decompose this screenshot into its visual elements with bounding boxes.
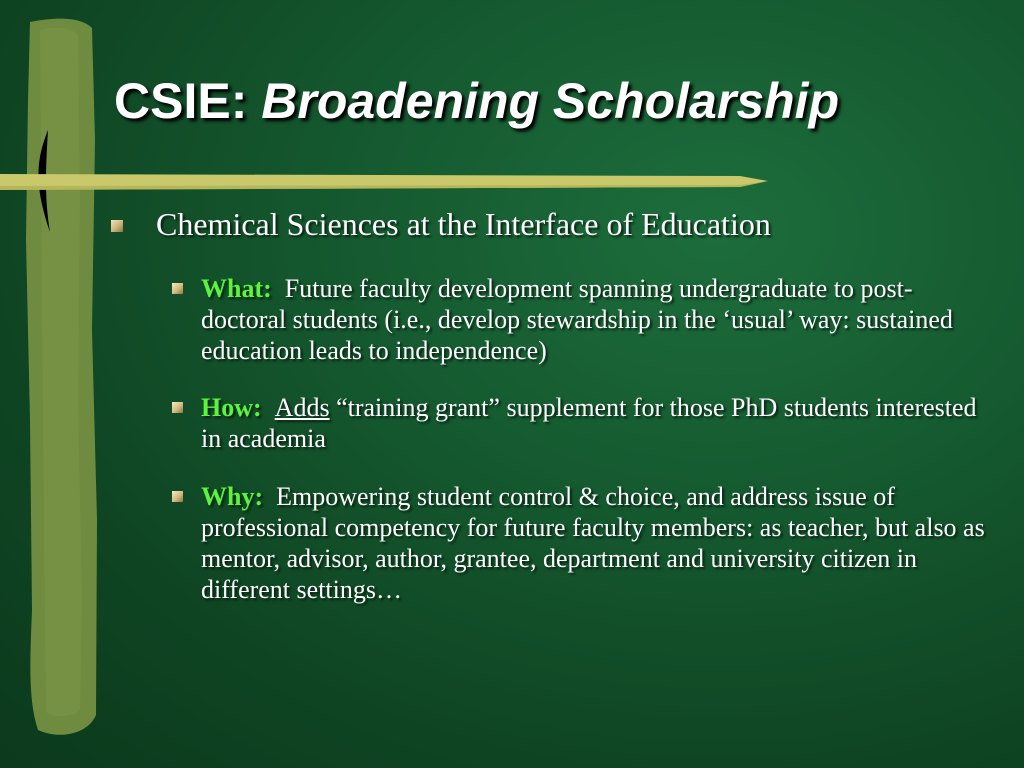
bullet-square-icon <box>172 491 183 502</box>
main-bullet-text: Chemical Sciences at the Interface of Education <box>156 206 771 242</box>
item-label: How: <box>201 393 262 422</box>
bullet-item-paragraph <box>201 481 991 605</box>
slide-title <box>114 72 839 130</box>
item-label: What: <box>201 274 272 303</box>
bullet-square-icon <box>172 283 183 294</box>
bullet-item-how <box>201 392 991 454</box>
title-prefix: CSIE: <box>114 73 262 129</box>
bullet-item-why <box>201 481 991 605</box>
bullet-item-what <box>201 273 991 366</box>
item-label: Why: <box>201 482 264 511</box>
bamboo-highlight <box>40 28 82 716</box>
item-underlined-word: Adds <box>274 393 330 422</box>
bullet-square-icon <box>172 402 183 413</box>
bullet-item-paragraph <box>201 392 991 454</box>
item-text: “training grant” supplement for those PhD students interested in academia <box>201 393 977 453</box>
item-text: Future faculty development spanning undergraduate to post-doctoral students (i.e., develop stewardship in the ‘usual’ way: sustained education leads to independence) <box>201 274 953 365</box>
bullet-item-paragraph <box>201 273 991 366</box>
bullet-square-icon <box>111 220 123 232</box>
item-text: Empowering student control & choice, and address issue of professional competency for future faculty members: as teacher, but also as mentor, advisor, author, grantee, department and university citizen in different settings… <box>201 482 985 604</box>
title-emphasis: Broadening Scholarship <box>261 73 840 129</box>
